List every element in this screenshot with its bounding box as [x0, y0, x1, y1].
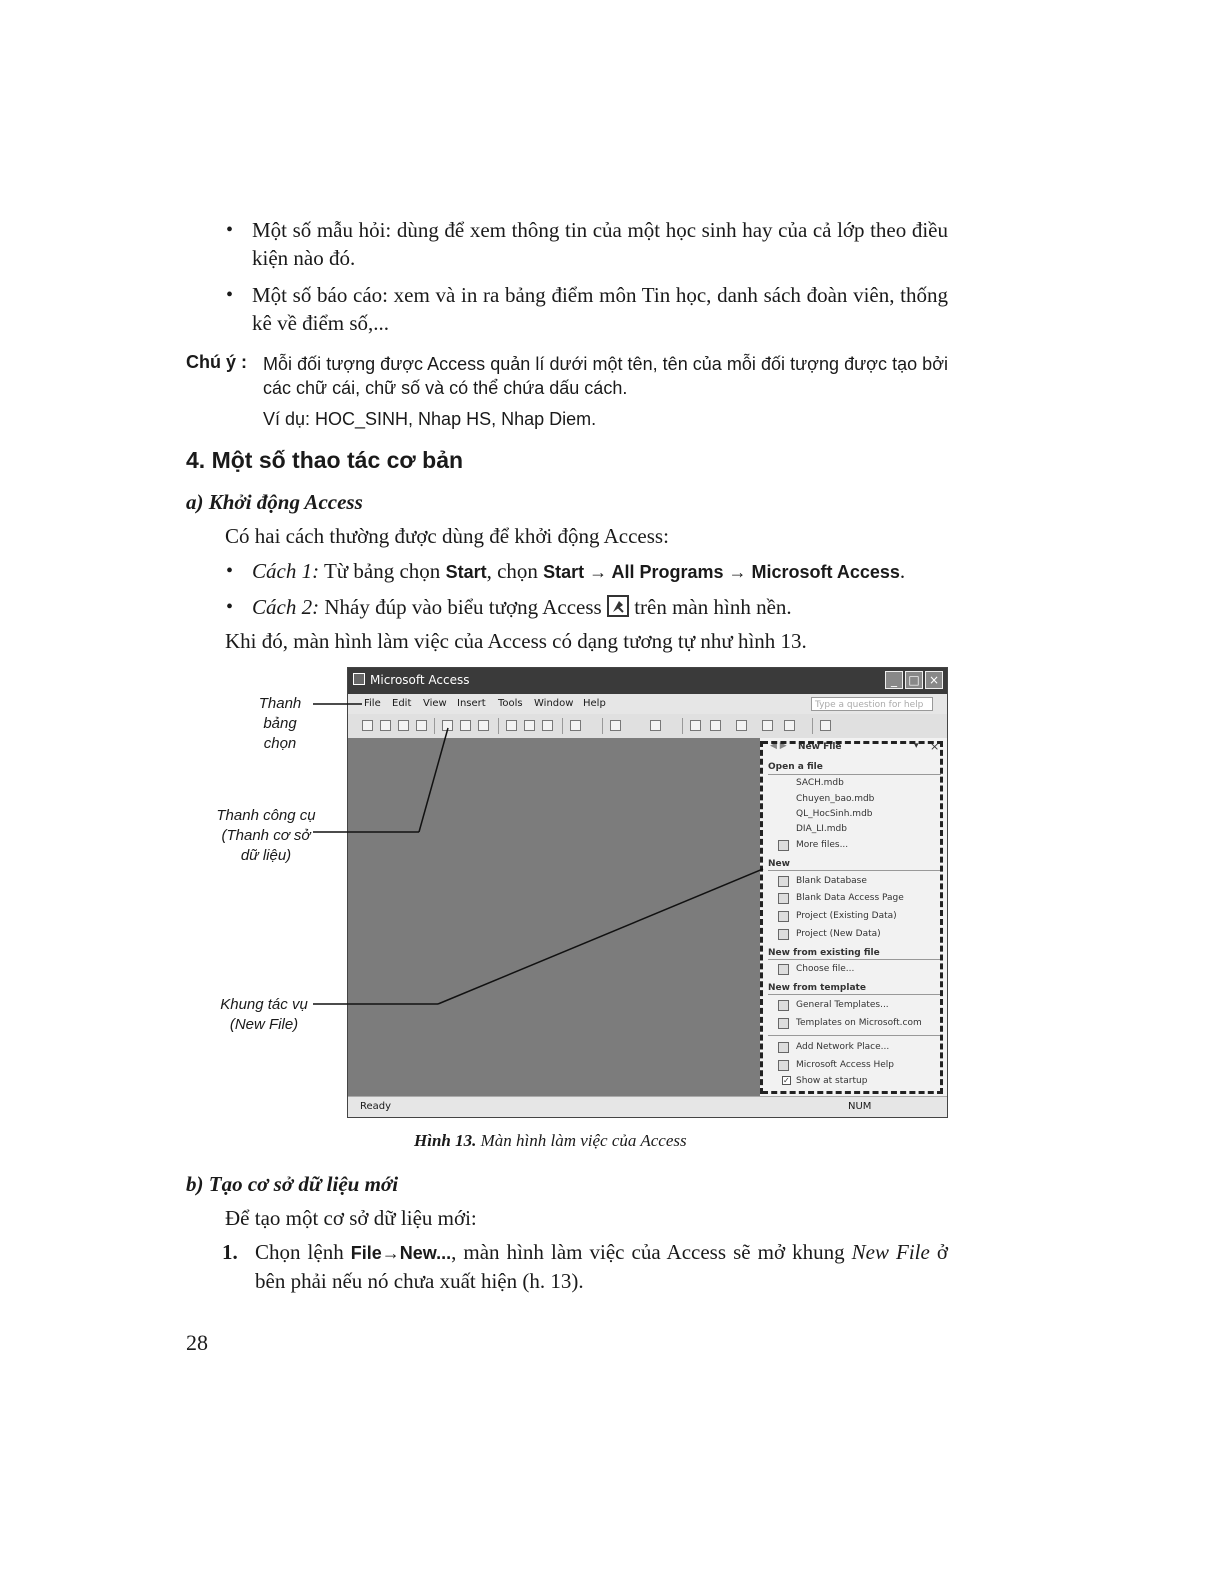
templates-online-link[interactable]: Templates on Microsoft.com — [796, 1018, 922, 1028]
note-example: Ví dụ: HOC_SINH, Nhap HS, Nhap Diem. — [263, 409, 597, 429]
recent-file[interactable]: DIA_LI.mdb — [796, 824, 847, 834]
bullet-reports: • Một số báo cáo: xem và in ra bảng điểm môn Tin học, danh sách đoàn viên, thống kê về điểm số,... — [252, 281, 948, 337]
way-1-text-2: , chọn — [486, 559, 544, 583]
show-startup-label: Show at startup — [796, 1076, 868, 1086]
way-1-label: Cách 1: — [252, 559, 320, 583]
way-2-text-2: trên màn hình nền. — [628, 595, 792, 619]
sub-b-title: b) Tạo cơ sở dữ liệu mới — [186, 1172, 399, 1196]
callout-task-pane: Khung tác vụ (New File) — [220, 996, 308, 1033]
menu-insert[interactable]: Insert — [457, 698, 486, 709]
menu-window[interactable]: Window — [534, 698, 574, 709]
general-templates-link[interactable]: General Templates... — [796, 1000, 889, 1010]
figure-caption — [414, 1131, 687, 1151]
status-num: NUM — [848, 1101, 872, 1112]
dropdown-icon[interactable]: ▾ — [914, 741, 919, 751]
project-new-link[interactable]: Project (New Data) — [796, 929, 881, 939]
callout-toolbar: Thanh công cụ (Thanh cơ sở dữ liệu) — [216, 807, 316, 864]
recent-file[interactable]: Chuyen_bao.mdb — [796, 794, 875, 804]
minimize-icon[interactable]: _ — [885, 671, 903, 689]
step-number: 1. — [222, 1240, 238, 1264]
template-header: New from template — [768, 983, 866, 993]
show-startup-checkbox[interactable]: ✓ — [783, 1076, 790, 1085]
menu-edit[interactable]: Edit — [392, 698, 412, 709]
back-icon[interactable]: ◀ ▶ — [770, 741, 787, 751]
sub-b-intro: Để tạo một cơ sở dữ liệu mới: — [225, 1206, 477, 1230]
figure-caption-text: Màn hình làm việc của Access — [476, 1131, 687, 1150]
way-1-start: Start — [445, 562, 487, 582]
section-title: 4. Một số thao tác cơ bản — [186, 447, 464, 473]
existing-header: New from existing file — [768, 948, 880, 958]
pane-close-icon[interactable]: × — [930, 740, 940, 753]
callout-menu-bar: Thanh bảng chọn — [258, 695, 302, 752]
sub-a-title: a) Khởi động Access — [186, 490, 363, 514]
way-2-label: Cách 2: — [252, 595, 320, 619]
recent-file[interactable]: SACH.mdb — [796, 778, 844, 788]
more-files-link[interactable]: More files... — [796, 840, 849, 850]
sub-a-after: Khi đó, màn hình làm việc của Access có dạng tương tự như hình 13. — [225, 629, 807, 653]
new-header: New — [768, 859, 790, 869]
help-search-input[interactable]: Type a question for help — [811, 697, 933, 711]
recent-file[interactable]: QL_HocSinh.mdb — [796, 809, 873, 819]
sub-a-intro: Có hai cách thường được dùng để khởi động Access: — [225, 524, 669, 548]
way-1-end: . — [899, 559, 906, 583]
note-label: Chú ý : — [186, 352, 247, 372]
close-icon[interactable]: × — [925, 671, 943, 689]
blank-database-link[interactable]: Blank Database — [796, 876, 867, 886]
note-text: Mỗi đối tượng được Access quản lí dưới một tên, tên của mỗi đối tượng được tạo bởi các chữ cái, chữ số và có thể chứa dấu cách. — [263, 354, 948, 398]
choose-file-link[interactable]: Choose file... — [796, 964, 855, 974]
step-1: Chọn lệnh File→New..., màn hình làm việc của Access sẽ mở khung New File ở bên phải nếu nó chưa xuất hiện (h. 13). — [255, 1240, 948, 1293]
task-pane-title: New File — [798, 742, 842, 752]
menu-tools[interactable]: Tools — [498, 698, 523, 709]
status-ready: Ready — [360, 1101, 392, 1112]
maximize-icon[interactable]: □ — [905, 671, 923, 689]
menu-view[interactable]: View — [423, 698, 447, 709]
page-number: 28 — [186, 1330, 208, 1355]
figure-caption-number: Hình 13. — [414, 1131, 477, 1150]
project-existing-link[interactable]: Project (Existing Data) — [796, 911, 897, 921]
bullet-queries: • Một số mẫu hỏi: dùng để xem thông tin của một học sinh hay của cả lớp theo điều kiện nào đó. — [252, 216, 948, 272]
menu-file[interactable]: File — [364, 698, 381, 709]
open-file-header: Open a file — [768, 762, 823, 772]
window-title: Microsoft Access — [370, 673, 470, 687]
way-2-text-1: Nháy đúp vào biểu tượng Access — [319, 595, 607, 619]
way-1-path: Start → All Programs → Microsoft Access — [543, 562, 900, 582]
way-1-text-1: Từ bảng chọn — [319, 559, 446, 583]
menu-help[interactable]: Help — [583, 698, 606, 709]
blank-data-access-page-link[interactable]: Blank Data Access Page — [796, 893, 904, 903]
add-network-place-link[interactable]: Add Network Place... — [796, 1042, 890, 1052]
access-help-link[interactable]: Microsoft Access Help — [796, 1060, 895, 1070]
